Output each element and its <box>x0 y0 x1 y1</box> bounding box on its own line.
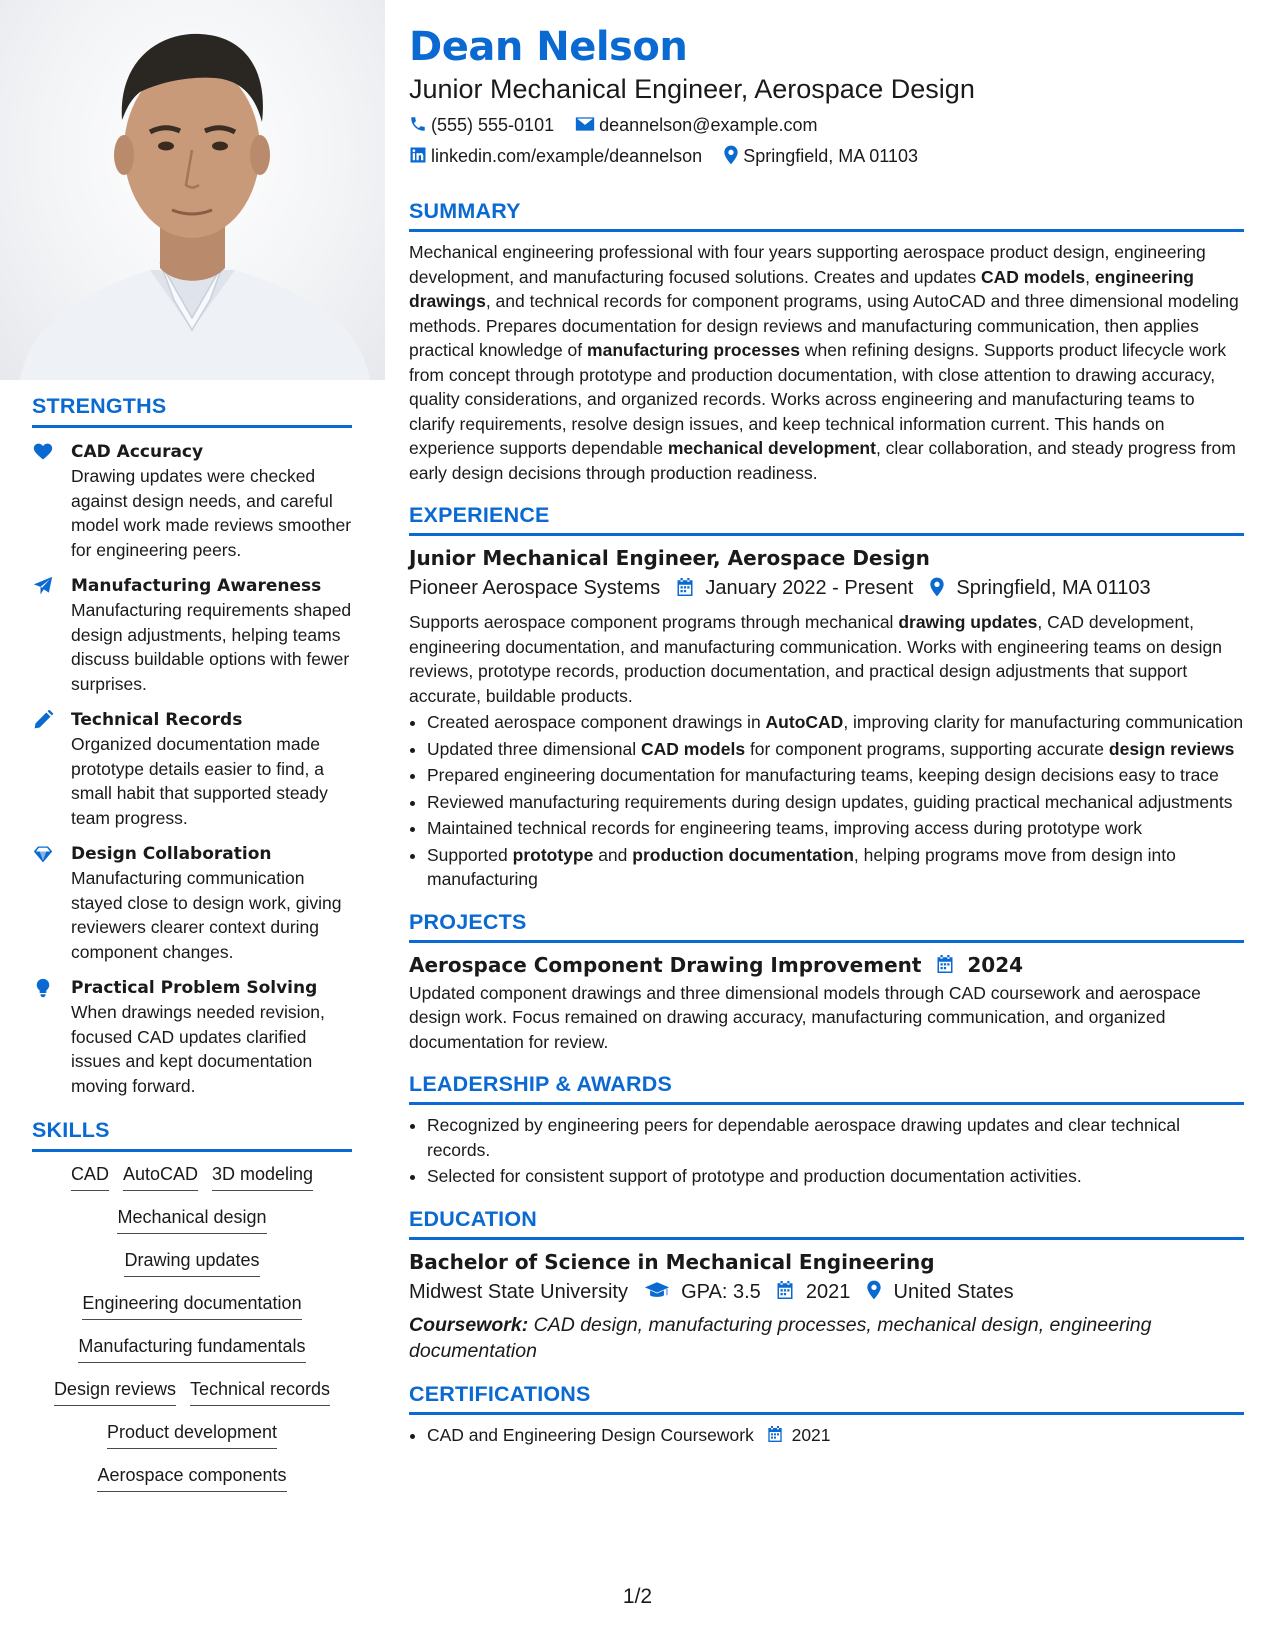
strengths-heading <box>32 394 352 428</box>
list-item <box>427 1423 1244 1448</box>
certifications-section <box>409 1382 1244 1448</box>
calendar-icon <box>676 577 694 597</box>
skill-tag: Mechanical design <box>117 1205 266 1234</box>
location-text: Springfield, MA 01103 <box>743 146 918 166</box>
summary-text: Mechanical engineering professional with four years supporting aerospace product design, engineering development, and manufacturing focused solutions. Creates and updates CAD models, engineering drawings, and technical records for component programs, using AutoCAD and three dimensional modeling methods. Prepares documentation for design reviews and manufacturing communication, then applies practical knowledge of manufacturing processes when refining designs. Supports product lifecycle work from concept through prototype and production documentation, with close attention to drawing accuracy, quality considerations, and organized records. Works across engineering and manufacturing teams to clarify requirements, resolve design issues, and keep technical information current. This hands on experience supports dependable mechanical development, clear collaboration, and steady progress from early design decisions through production readiness. <box>409 242 1239 483</box>
leadership-title: LEADERSHIP & AWARDS <box>409 1072 673 1096</box>
email-text: deannelson@example.com <box>599 115 818 135</box>
list-item: • Recognized by engineering peers for dependable aerospace drawing updates and clear technical records. <box>427 1113 1244 1162</box>
summary-section <box>409 199 1244 485</box>
main-content <box>409 22 1244 1449</box>
strength-title: CAD Accuracy <box>71 442 204 462</box>
strength-desc: When drawings needed revision, focused CAD updates clarified issues and kept documentation moving forward. <box>71 1002 325 1096</box>
graduation-year: 2021 <box>805 1280 851 1303</box>
project-year: 2024 <box>967 952 1024 977</box>
calendar-icon <box>936 954 954 974</box>
skills-list <box>32 1162 352 1492</box>
strength-title: Design Collaboration <box>71 844 272 864</box>
list-item: • Created aerospace component drawings in AutoCAD, improving clarity for manufacturing communication <box>427 710 1244 735</box>
education-location: United States <box>893 1280 1014 1303</box>
strengths-title: STRENGTHS <box>32 394 167 418</box>
linkedin-icon <box>409 146 427 164</box>
experience-title: EXPERIENCE <box>409 503 550 527</box>
education-meta <box>409 1278 1244 1306</box>
calendar-icon <box>776 1280 794 1300</box>
summary-rule <box>409 229 1244 232</box>
projects-rule <box>409 940 1244 943</box>
paper-plane-icon <box>32 576 54 596</box>
gpa-text: GPA: 3.5 <box>681 1280 761 1303</box>
certification-name: CAD and Engineering Design Coursework <box>427 1424 754 1445</box>
map-pin-icon <box>723 145 739 165</box>
experience-section <box>409 503 1244 892</box>
job-intro: Supports aerospace component programs through mechanical drawing updates, CAD development, engineering documentation, and manufacturing communication. Works with engineering teams on design reviews, prototype records, production documentation, and practical design adjustments that support accurate, buildable products. <box>409 612 1222 706</box>
lightbulb-icon <box>32 978 54 998</box>
skill-tag: 3D modeling <box>212 1162 313 1191</box>
skill-tag: CAD <box>71 1162 109 1191</box>
strength-desc: Organized documentation made prototype details easier to find, a small habit that supported steady team progress. <box>71 734 328 828</box>
page-number: 1/2 <box>622 1585 653 1608</box>
leadership-section <box>409 1072 1244 1189</box>
strength-desc: Manufacturing requirements shaped design adjustments, helping teams discuss buildable options with fewer surprises. <box>71 600 352 694</box>
project-desc: Updated component drawings and three dimensional models through CAD coursework and aerospace design work. Focus remained on drawing accuracy, manufacturing communication, and organized documentation for review. <box>409 982 1201 1052</box>
projects-section <box>409 910 1244 1055</box>
strength-item <box>32 842 352 964</box>
skill-tag: Engineering documentation <box>82 1291 301 1320</box>
profile-photo-illustration <box>0 0 385 380</box>
strength-title: Manufacturing Awareness <box>71 576 322 596</box>
skill-tag: Aerospace components <box>97 1463 286 1492</box>
candidate-role: Junior Mechanical Engineer, Aerospace Design <box>409 74 975 104</box>
email-contact[interactable] <box>575 115 817 135</box>
school-name: Midwest State University <box>409 1280 628 1303</box>
diamond-icon <box>32 844 54 864</box>
profile-photo <box>0 0 385 380</box>
strength-desc: Drawing updates were checked against design needs, and careful model work made reviews smoother for engineering peers. <box>71 466 352 560</box>
list-item: • Prepared engineering documentation for manufacturing teams, keeping design decisions easy to trace <box>427 763 1244 788</box>
strength-title: Practical Problem Solving <box>71 978 318 998</box>
strength-desc: Manufacturing communication stayed close to design work, giving reviewers clearer context during component changes. <box>71 868 342 962</box>
envelope-icon <box>575 116 595 132</box>
certifications-list <box>409 1423 1244 1448</box>
map-pin-icon <box>866 1280 882 1300</box>
strength-item <box>32 976 352 1098</box>
linkedin-contact[interactable] <box>409 146 702 166</box>
phone-text: (555) 555-0101 <box>431 115 555 135</box>
list-item: • Maintained technical records for engineering teams, improving access during prototype work <box>427 816 1244 841</box>
job-bullets <box>409 710 1244 892</box>
skill-tag: Product development <box>107 1420 277 1449</box>
company-name: Pioneer Aerospace Systems <box>409 577 661 599</box>
projects-title: PROJECTS <box>409 909 527 934</box>
strength-item <box>32 574 352 696</box>
education-section <box>409 1207 1244 1364</box>
strength-item <box>32 440 352 562</box>
job-title: Junior Mechanical Engineer, Aerospace Design <box>409 546 930 570</box>
experience-rule <box>409 533 1244 536</box>
project-header <box>409 951 1244 979</box>
certifications-title: CERTIFICATIONS <box>409 1381 591 1406</box>
job-location: Springfield, MA 01103 <box>956 577 1151 599</box>
strengths-rule <box>32 425 352 428</box>
list-item: • Supported prototype and production documentation, helping programs move from design into manufacturing <box>427 843 1244 892</box>
job-dates: January 2022 - Present <box>705 577 914 599</box>
skill-tag: Technical records <box>190 1377 330 1406</box>
education-title: EDUCATION <box>409 1206 538 1231</box>
sidebar <box>32 380 352 1506</box>
strength-title: Technical Records <box>71 710 243 730</box>
phone-icon <box>409 115 427 133</box>
certifications-rule <box>409 1412 1244 1415</box>
skill-tag: Drawing updates <box>124 1248 259 1277</box>
project-title: Aerospace Component Drawing Improvement <box>409 952 922 977</box>
contact-row-2 <box>409 143 1244 169</box>
degree-title: Bachelor of Science in Mechanical Engineering <box>409 1249 935 1274</box>
certification-year: 2021 <box>791 1424 831 1445</box>
skills-title: SKILLS <box>32 1118 110 1142</box>
skill-tag: Manufacturing fundamentals <box>78 1334 305 1363</box>
summary-title: SUMMARY <box>409 199 521 223</box>
leadership-rule <box>409 1102 1244 1105</box>
list-item: • Updated three dimensional CAD models for component programs, supporting accurate design reviews <box>427 737 1244 762</box>
education-rule <box>409 1237 1244 1240</box>
pencil-icon <box>32 710 54 730</box>
contact-row-1 <box>409 112 1244 138</box>
phone-contact <box>409 115 554 135</box>
list-item: • Reviewed manufacturing requirements during design updates, guiding practical mechanical adjustments <box>427 790 1244 815</box>
graduation-cap-icon <box>644 1280 670 1300</box>
map-pin-icon <box>929 577 945 597</box>
skill-tag: AutoCAD <box>123 1162 198 1191</box>
strength-item <box>32 708 352 830</box>
linkedin-text: linkedin.com/example/deannelson <box>431 146 703 166</box>
location-contact <box>723 146 918 166</box>
coursework: Coursework: CAD design, manufacturing processes, mechanical design, engineering documentation <box>409 1313 1152 1362</box>
job-meta <box>409 574 1244 602</box>
leadership-list <box>409 1113 1244 1189</box>
skills-rule <box>32 1149 352 1152</box>
list-item: • Selected for consistent support of prototype and production documentation activities. <box>427 1164 1244 1189</box>
skill-tag: Design reviews <box>54 1377 176 1406</box>
skills-heading <box>32 1118 352 1152</box>
heart-icon <box>32 442 54 462</box>
calendar-icon <box>767 1425 783 1443</box>
candidate-name: Dean Nelson <box>409 24 688 70</box>
